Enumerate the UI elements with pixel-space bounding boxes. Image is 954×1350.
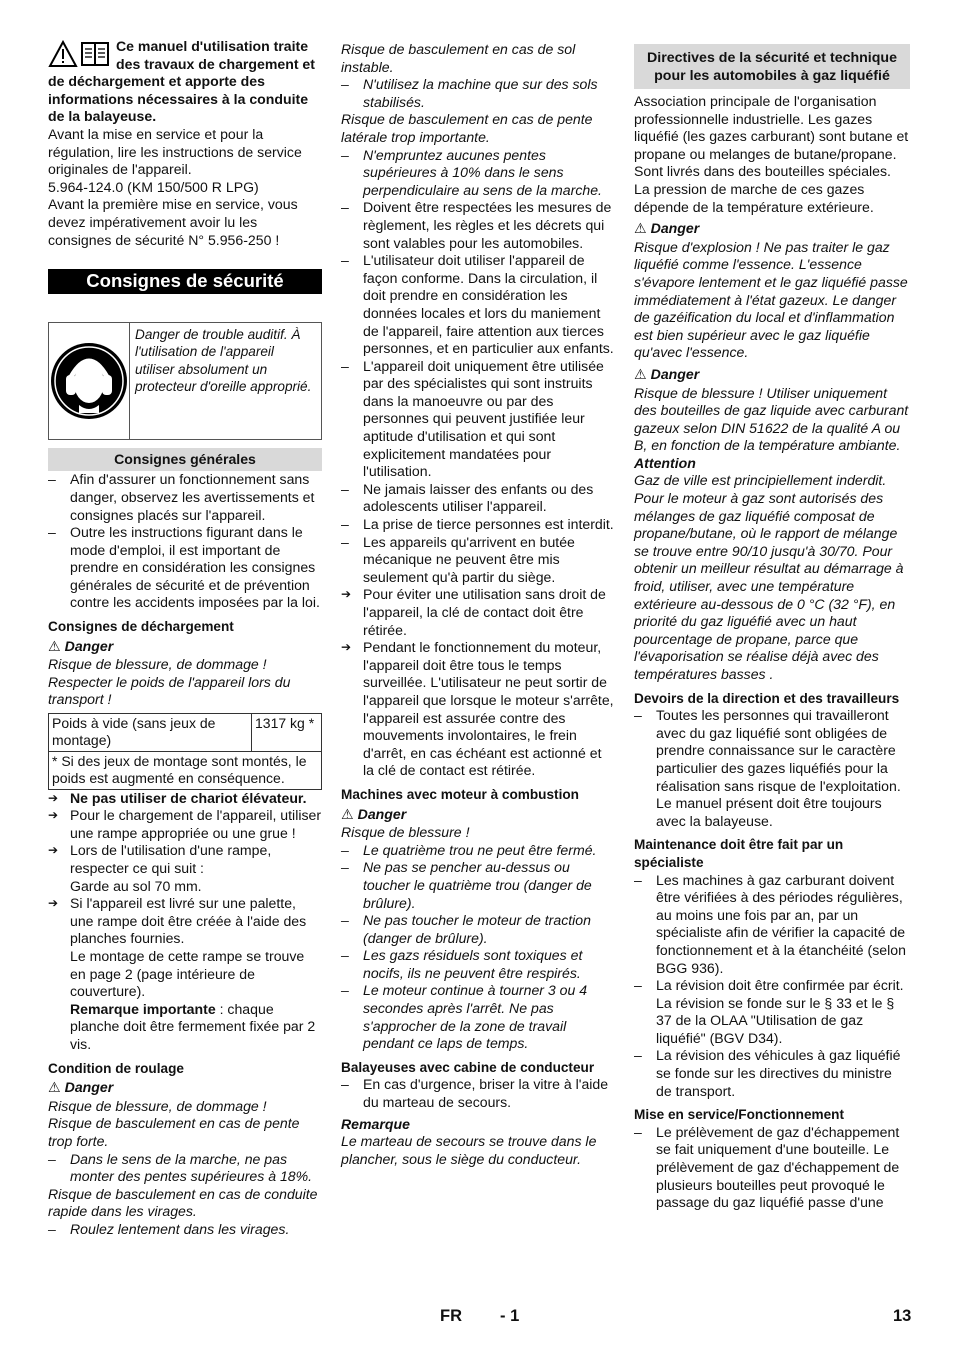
- list-item: – Les machines à gaz carburant doivent être vérifiées à des périodes régulières, au moins une fois par an, par un spécialiste afin de vérifier la capacité de fonctionnement et à la étanchéité (selon BGG 936).: [634, 872, 910, 978]
- list-item: – Outre les instructions figurant dans le mode d'emploi, il est important de prendre en considération les consignes générales de sécurité et de prévention contre les accidents imposées par la loi.: [48, 524, 322, 612]
- rules-list: [341, 199, 615, 586]
- ground-clearance-text: Garde au sol 70 mm.: [70, 877, 202, 894]
- warning-triangle-icon: ⚠: [48, 1080, 61, 1097]
- list-item: ➔ Si l'appareil est livré sur une palette, une rampe doit être créée à l'aide des planches fournies.: [48, 895, 322, 948]
- driving-danger-line-2: Risque de basculement en cas de pente trop forte.: [48, 1115, 300, 1149]
- driving-list-2: [48, 1221, 322, 1239]
- list-item: – La prise de tierce personnes est interdit.: [341, 516, 615, 534]
- list-item: – L'appareil doit uniquement être utilisée par des spécialistes qui sont instruits dans la manoeuvre ou par des personnes qui peuvent justifiée leur aptitude d'utilisation et qui sont explicitement mandatées pour l'utilisation.: [341, 358, 615, 481]
- list-item: – Afin d'assurer un fonctionnement sans danger, observez les avertissements et consignes placés sur l'appareil.: [48, 471, 322, 524]
- list-item: – N'empruntez aucunes pentes supérieures à 10% dans le sens perpendiculaire au sens de la marche.: [341, 147, 615, 200]
- lateral-slope-list: [341, 147, 615, 200]
- manual-book-icon: [80, 40, 110, 68]
- intro-paragraph-2: 5.964-124.0 (KM 150/500 R LPG): [48, 178, 259, 195]
- unstable-ground-list: [341, 76, 615, 111]
- list-item: – Le quatrième trou ne peut être fermé.: [341, 842, 615, 860]
- footer-local-page: - 1: [500, 1307, 520, 1325]
- duties-heading: Devoirs de la direction et des travailleurs: [634, 690, 900, 706]
- weight-value: 1317 kg *: [252, 714, 322, 752]
- injury-danger-text: Risque de blessure ! Utiliser uniquement des bouteilles de gaz liquide avec carburant gazeux selon DIN 51622 de la qualité A ou B, en fonction de la température ambiante.: [634, 384, 909, 454]
- unstable-ground-text: Risque de basculement en cas de sol instable.: [341, 41, 576, 75]
- key-instructions: [341, 586, 615, 780]
- list-item: – Dans le sens de la marche, ne pas monter des pentes supérieures à 18%.: [48, 1151, 322, 1186]
- driving-danger-line-1: Risque de blessure, de dommage !: [48, 1097, 267, 1114]
- column-middle: [341, 38, 615, 1168]
- hearing-protection-box: [48, 322, 322, 440]
- driving-mid-text: Risque de basculement en cas de conduite rapide dans les virages.: [48, 1185, 318, 1220]
- list-item: – Le moteur continue à tourner 3 ou 4 secondes après l'arrêt. Ne pas s'approcher de la zone de travail pendant ce laps de temps.: [341, 982, 615, 1052]
- pallet-step: [48, 895, 322, 948]
- unloading-steps: [48, 790, 322, 878]
- attention-text: Gaz de ville est principiellement inderdit. Pour le moteur à gaz sont autorisés des mélanges de gaz liquéfié composat de propane/butane, où le rapport de mélange se trouve entre 90/10 jusqu'à 30/70. Pour obtenir un meilleur résultat au démarrage à froid, utiliser, avec une température extérieure au-dessous de 0 °C (32 °F), en priorité du gaz liguéfié avec un haut pourcentage de propane, parce que l'évaporisation se réalise déjà avec des températures basses .: [634, 472, 904, 682]
- cab-list: [341, 1076, 615, 1111]
- danger-label: ⚠ Danger: [634, 220, 700, 238]
- combustion-list: [341, 842, 615, 1053]
- intro-paragraph-1: Avant la mise en service et pour la régulation, lire les instructions de service originales de l'appareil.: [48, 125, 302, 178]
- list-item: ➔ Pour le chargement de l'appareil, utiliser une rampe appropriée ou une grue !: [48, 807, 322, 842]
- maintenance-heading: Maintenance doit être fait par un spécialiste: [634, 837, 844, 870]
- list-item: – Doivent être respectées les mesures de règlement, les règles et les décrets qui sont valables pour les automobiles.: [341, 199, 615, 252]
- warning-triangle-icon: ⚠: [48, 638, 61, 655]
- combustion-intro: Risque de blessure !: [341, 824, 470, 841]
- intro-block: [48, 38, 322, 249]
- list-item: – La révision doit être confirmée par écrit. La révision se fonde sur le § 33 et le § 37 de la OLAA "Utilisation de gaz liquéfié" (BGV D34).: [634, 977, 910, 1047]
- general-instructions-list: [48, 471, 322, 612]
- service-list: [634, 1124, 910, 1212]
- important-remark: Remarque importante : chaque planche doit être fermement fixée par 2 vis.: [70, 1000, 316, 1052]
- list-item: – Les appareils qu'arrivent en butée mécanique ne peuvent être mis seulement qu'à partir du siège.: [341, 534, 615, 587]
- list-item: – Le prélèvement de gaz d'échappement se fait uniquement d'une bouteille. Le prélèvement de gaz d'échappement de plusieurs bouteilles peut provoqué le passage du gaz liquéfié passe d'une: [634, 1124, 910, 1212]
- list-item: ➔ Pendant le fonctionnement du moteur, l'appareil doit être tous le temps surveillée. L'utilisateur ne peut sortir de l'appareil que lorsque le moteur s'arrête, l'appareil est assurée contre des mouvements involontaires, le frein d'arrêt, en cas échéant est actionné et la clé de contact est rétirée.: [341, 639, 615, 780]
- list-item: – En cas d'urgence, briser la vitre à l'aide du marteau de secours.: [341, 1076, 615, 1111]
- no-forklift-item: ➔ Ne pas utiliser de chariot élévateur.: [48, 790, 322, 808]
- list-item: – N'utilisez la machine que sur des sols stabilisés.: [341, 76, 615, 111]
- explosion-danger-text: Risque d'explosion ! Ne pas traiter le gaz liquéfié comme l'essence. L'essence s'évapore lentement et le gaz liquéfié passe immédiatement à l'état gazeux. Le danger de gazéification du local et d'inflammation est bien supérieur avec le gaz liquéfie qu'avec l'essence.: [634, 238, 908, 361]
- list-item: ➔ Lors de l'utilisation d'une rampe, respecter ce qui suit :: [48, 842, 322, 877]
- list-item: – L'utilisateur doit utiliser l'appareil de façon conforme. Dans la circulation, il doit prendre en considération les données locales et lors du maniement de l'appareil, faire attention aux tierces personnes, et en particulier aux enfants.: [341, 252, 615, 358]
- list-item: – La révision des véhicules à gaz liquéfié se fonde sur les directives du ministre de transport.: [634, 1047, 910, 1100]
- general-instructions-heading: Consignes générales: [48, 448, 322, 472]
- weight-label: Poids à vide (sans jeux de montage): [49, 714, 252, 752]
- warning-triangle-icon: ⚠: [341, 806, 354, 823]
- ramp-assembly-text: Le montage de cette rampe se trouve en page 2 (page intérieure de couverture).: [70, 948, 305, 1000]
- remark-label: Remarque: [341, 1115, 410, 1132]
- weight-table: [48, 713, 322, 790]
- lateral-slope-text: Risque de basculement en cas de pente latérale trop importante.: [341, 111, 593, 145]
- danger-label: ⚠ Danger: [634, 365, 700, 383]
- column-left: [48, 38, 322, 1239]
- warning-triangle-icon: ⚠: [634, 366, 647, 383]
- list-item: – Les gazs résiduels sont toxiques et nocifs, ils ne peuvent être respirés.: [341, 947, 615, 982]
- warning-triangle-icon: [48, 40, 78, 68]
- footer-language: FR: [440, 1307, 462, 1325]
- service-heading: Mise en service/Fonctionnement: [634, 1107, 845, 1123]
- unloading-danger-text: Risque de blessure, de dommage ! Respecter le poids de l'appareil lors du transport !: [48, 656, 291, 708]
- column-right: [634, 38, 910, 1212]
- intro-icons: [48, 38, 112, 68]
- lpg-intro-text: Association principale de l'organisation professionnelle industrielle. Les gazes liquéfié (les gazes carburant) sont butane et propane ou melanges de butane/propane. Sont livrés dans des bouteilles spéciales. La pression de marche de ces gazes dépende de la température extérieure.: [634, 93, 909, 215]
- unloading-heading: Consignes de déchargement: [48, 619, 234, 635]
- list-item: – Roulez lentement dans les virages.: [48, 1221, 322, 1239]
- list-item: – Ne pas toucher le moteur de traction (danger de brûlure).: [341, 912, 615, 947]
- list-item: – Ne jamais laisser des enfants ou des adolescents utiliser l'appareil.: [341, 481, 615, 516]
- driving-list-1: [48, 1151, 322, 1186]
- ear-protection-icon: [49, 341, 129, 421]
- intro-paragraph-3: Avant la première mise en service, vous devez impérativement avoir lu les consignes de sécurité N° 5.956-250 !: [48, 196, 298, 248]
- list-item: – Toutes les personnes qui travailleront avec du gaz liquéfié sont obligées de prendre connaissance sur le caractère particulier des gazes liquéfiés pour la réalisation sans risque de l'exploitation. Le manuel présent doit être toujours avec la balayeuse.: [634, 707, 910, 830]
- page-number: 13: [893, 1307, 912, 1325]
- lpg-directives-heading: Directives de la sécurité et technique pour les automobiles à gaz liquéfié: [634, 44, 910, 89]
- warning-triangle-icon: ⚠: [634, 221, 647, 238]
- hearing-warning-text: Danger de trouble auditif. À l'utilisation de l'appareil utiliser absolument un protecteur d'oreille approprié.: [135, 326, 312, 394]
- weight-note: * Si des jeux de montage sont montés, le poids est augmenté en conséquence.: [49, 751, 322, 789]
- list-item: ➔ Pour éviter une utilisation sans droit de l'appareil, la clé de contact doit être rétirée.: [341, 586, 615, 639]
- attention-label: Attention: [634, 454, 696, 471]
- danger-label: ⚠ Danger: [341, 805, 407, 823]
- hearing-icon-cell: [49, 323, 130, 439]
- combustion-engine-heading: Machines avec moteur à combustion: [341, 786, 579, 802]
- danger-label: ⚠ Danger: [48, 637, 114, 655]
- maintenance-list: [634, 872, 910, 1101]
- duties-list: [634, 707, 910, 830]
- driving-condition-heading: Condition de roulage: [48, 1060, 184, 1076]
- remark-text: Le marteau de secours se trouve dans le plancher, sous le siège du conducteur.: [341, 1133, 597, 1167]
- intro-bold-text: Ce manuel d'utilisation traite des travaux de chargement et de déchargement et apporte des informations nécessaires à la conduite de la balayeuse.: [48, 38, 315, 125]
- danger-label: ⚠ Danger: [48, 1079, 114, 1097]
- cab-heading: Balayeuses avec cabine de conducteur: [341, 1059, 595, 1075]
- list-item: – Ne pas se pencher au-dessus ou toucher le quatrième trou (danger de brûlure).: [341, 859, 615, 912]
- section-title: Consignes de sécurité: [48, 269, 322, 294]
